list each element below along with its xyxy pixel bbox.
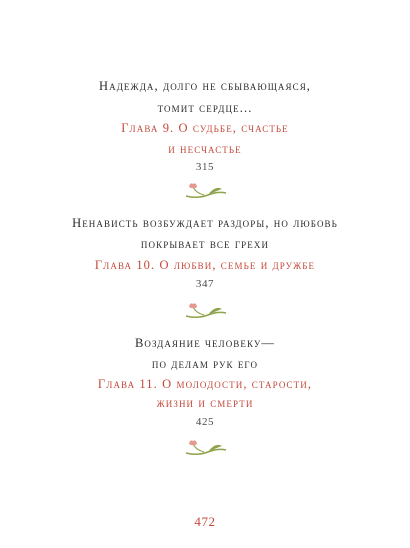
epigraph-line: покрывает все грехи: [140, 237, 270, 251]
chapter-number: Глава 11.: [97, 377, 158, 391]
chapter-number: Глава 10.: [94, 258, 156, 272]
chapter-title-text: О любви, семье и дружбе: [159, 258, 316, 272]
epigraph-line: Ненависть возбуждает раздоры, но любовь: [72, 216, 338, 230]
epigraph-line: Надежда, долго не сбывающаяся,: [98, 79, 312, 93]
epigraph-line: томит сердце...: [157, 101, 253, 115]
chapter-title-text: О молодости, старости,: [162, 377, 313, 391]
chapter-number: Глава 9.: [121, 121, 175, 135]
tulip-ornament-icon: [184, 438, 228, 458]
chapter-title: [0, 122, 410, 135]
chapter-title-continued: жизни и смерти: [156, 396, 254, 410]
tulip-ornament-icon: [184, 181, 228, 201]
chapter-title: [0, 259, 410, 272]
folio-page-number: 472: [194, 514, 216, 529]
epigraph-line: по делам рук его: [151, 357, 259, 371]
chapter-title: [0, 378, 410, 391]
chapter-page-number: 425: [195, 416, 215, 428]
chapter-title-continued: и несчастье: [168, 142, 242, 156]
chapter-page-number: 347: [195, 278, 215, 290]
chapter-title-text: О судьбе, счастье: [178, 121, 289, 135]
tulip-ornament-icon: [184, 301, 228, 321]
chapter-page-number: 315: [195, 161, 215, 173]
epigraph-line: Воздаяние человеку—: [135, 336, 275, 350]
